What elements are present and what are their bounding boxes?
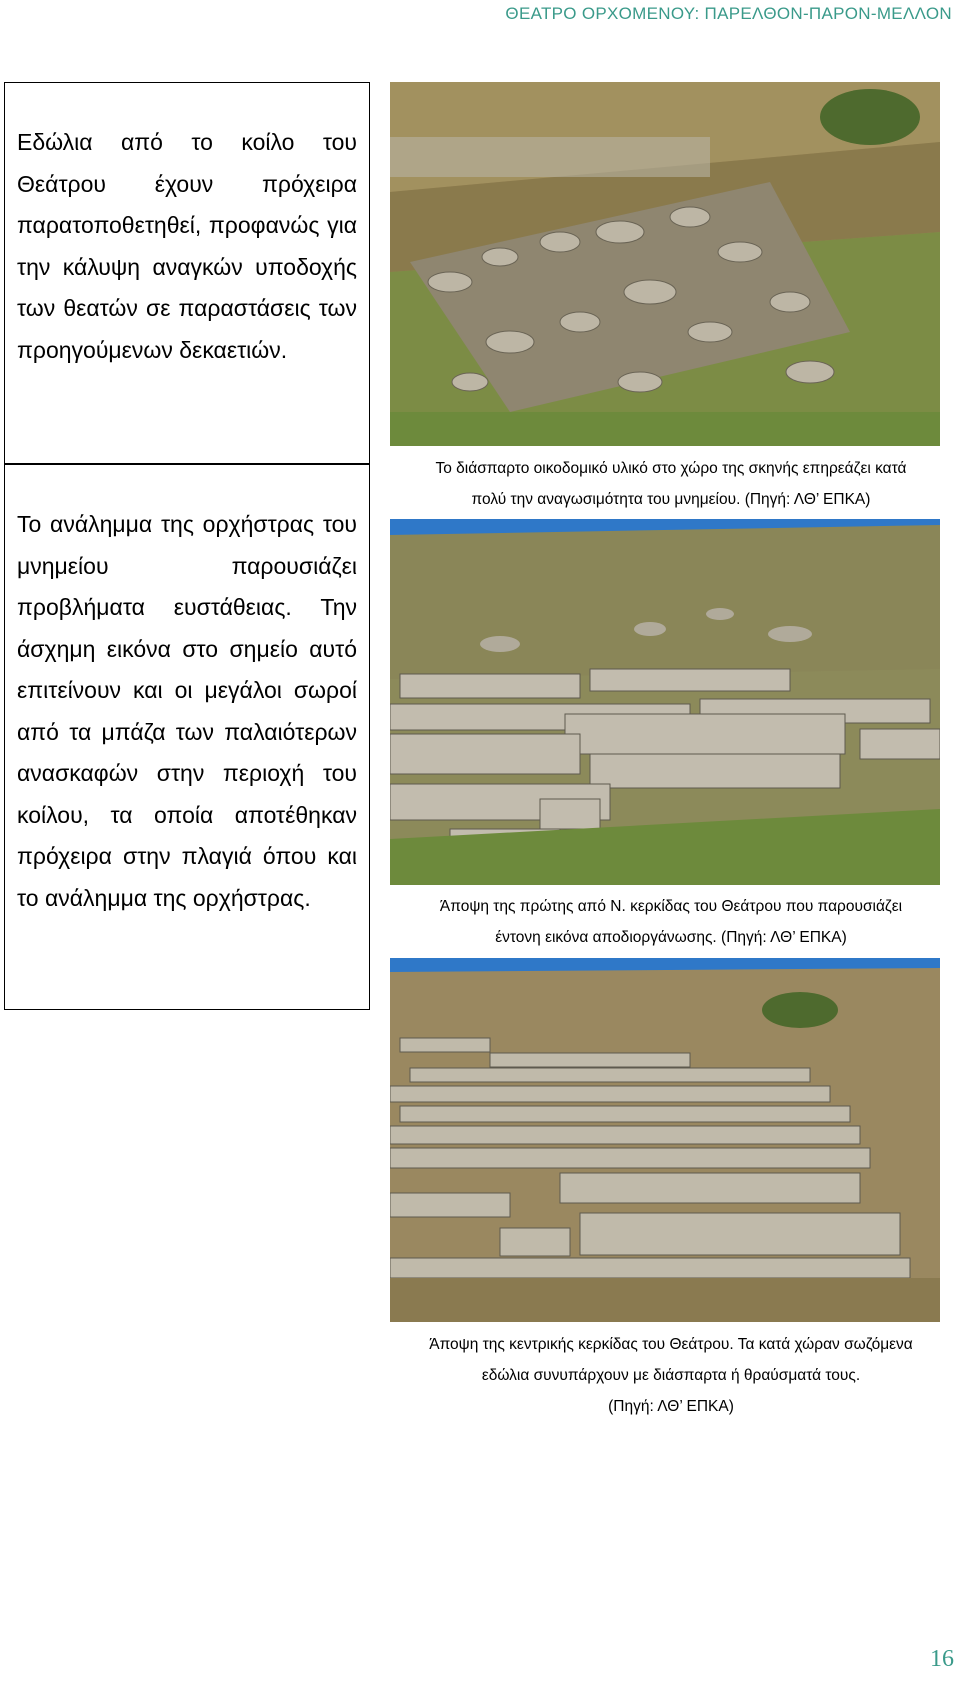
caption-line: πολύ την αναγωσιμότητα του μνημείου. (Πηγή: ΛΘ’ ΕΠΚΑ) — [471, 491, 871, 508]
running-header: ΘΕΑΤΡΟ ΟΡΧΟΜΕΝΟΥ: ΠΑΡΕΛΘΟΝ-ΠΑΡΟΝ-ΜΕΛΛΟΝ — [505, 4, 952, 23]
caption-line: εδώλια συνυπάρχουν με διάσπαρτα ή θραύσματά τους. — [481, 1367, 861, 1384]
photo-scattered-stones — [390, 82, 940, 446]
caption-line: έντονη εικόνα αποδιοργάνωσης. (Πηγή: ΛΘ’ ΕΠΚΑ) — [495, 929, 847, 946]
caption-line: Άποψη της πρώτης από Ν. κερκίδας του Θεάτρου που παρουσιάζει — [439, 898, 903, 915]
text-box-orchestra — [4, 464, 370, 1010]
caption-line: Άποψη της κεντρικής κερκίδας του Θεάτρου. Τα κατά χώραν σωζόμενα — [429, 1336, 913, 1353]
text-box-seats — [4, 82, 370, 464]
caption-line: (Πηγή: ΛΘ’ ΕΠΚΑ) — [608, 1398, 734, 1415]
text-box-paragraph: Εδώλια από το κοίλο του Θεάτρου έχουν πρόχειρα παρατοποθετηθεί, προφανώς για την κάλυψη αναγκών υποδοχής των θεατών σε παραστάσεις των προηγούμενων δεκαετιών. — [17, 129, 357, 363]
text-box-paragraph: Το ανάλημμα της ορχήστρας του μνημείου παρουσιάζει προβλήματα ευστάθειας. Την άσχημη εικόνα στο σημείο αυτό επιτείνουν και οι μεγάλοι σωροί από τα μπάζα των παλαιότερων ανασκαφών στην περιοχή του κοίλου, τα οποία αποτέθηκαν πρόχειρα στην πλαγιά όπου και το ανάλημμα της ορχήστρας. — [17, 511, 357, 911]
figure-caption — [390, 891, 952, 953]
photo-first-tier — [390, 519, 940, 885]
figure-caption — [390, 453, 952, 515]
caption-line: Το διάσπαρτο οικοδομικό υλικό στο χώρο της σκηνής επηρεάζει κατά — [435, 460, 907, 477]
photo-central-tier — [390, 958, 940, 1322]
figure-caption — [390, 1329, 952, 1422]
page-number: 16 — [930, 1646, 954, 1672]
